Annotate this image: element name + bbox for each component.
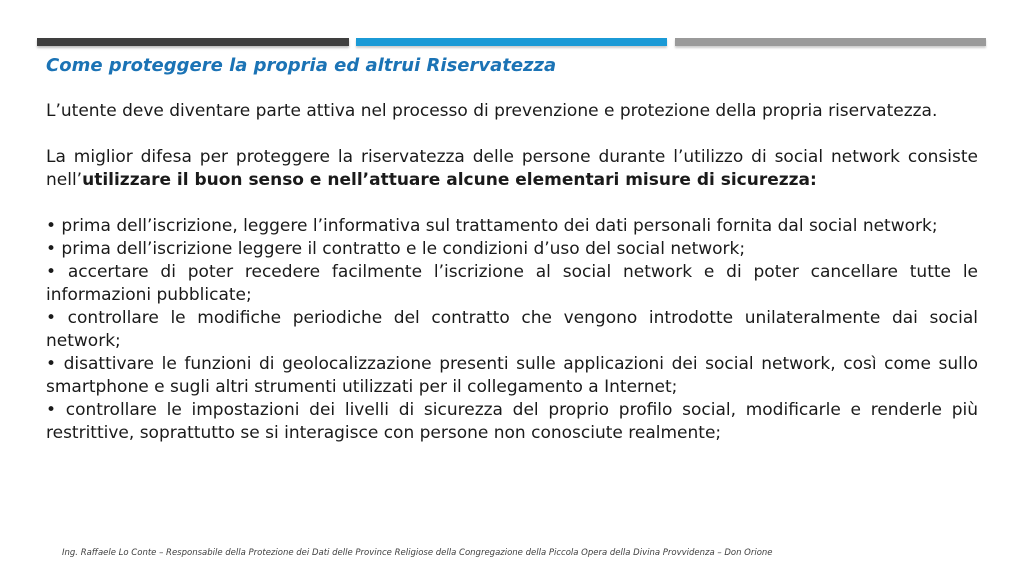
list-item: • controllare le impostazioni dei livelli di sicurezza del proprio profilo social, modificarle e renderle più restrittive, soprattutto se si interagisce con persone non conosciute realmente;	[46, 400, 978, 443]
slide-body	[46, 100, 978, 445]
slide-footer: Ing. Raffaele Lo Conte – Responsabile della Protezione dei Dati delle Province Religiose della Congregazione della Piccola Opera della Divina Provvidenza – Don Orione	[62, 548, 773, 558]
list-item: • controllare le modifiche periodiche del contratto che vengono introdotte unilateralmente dai social network;	[46, 308, 978, 351]
advice-text: La miglior difesa per proteggere la riservatezza delle persone durante l’utilizzo di social network consiste nell’	[46, 147, 978, 190]
advice-paragraph	[46, 146, 978, 192]
advice-emphasis: utilizzare il buon senso e nell’attuare alcune elementari misure di sicurezza:	[82, 170, 817, 190]
intro-paragraph: L’utente deve diventare parte attiva nel processo di prevenzione e protezione della propria riservatezza.	[46, 101, 938, 121]
list-item: • prima dell’iscrizione, leggere l’informativa sul trattamento dei dati personali fornita dal social network;	[46, 216, 938, 236]
measures-list	[46, 215, 978, 445]
list-item: • disattivare le funzioni di geolocalizzazione presenti sulle applicazioni dei social network, così come sullo smartphone e sugli altri strumenti utilizzati per il collegamento a Internet;	[46, 354, 978, 397]
slide-title: Come proteggere la propria ed altrui Riservatezza	[46, 55, 557, 76]
list-item: • prima dell’iscrizione leggere il contratto e le condizioni d’uso del social network;	[46, 239, 746, 259]
header-bar-blue	[356, 38, 667, 46]
header-bar-gray	[675, 38, 986, 46]
header-bar-dark	[37, 38, 349, 46]
list-item: • accertare di poter recedere facilmente l’iscrizione al social network e di poter cancellare tutte le informazioni pubblicate;	[46, 262, 978, 305]
